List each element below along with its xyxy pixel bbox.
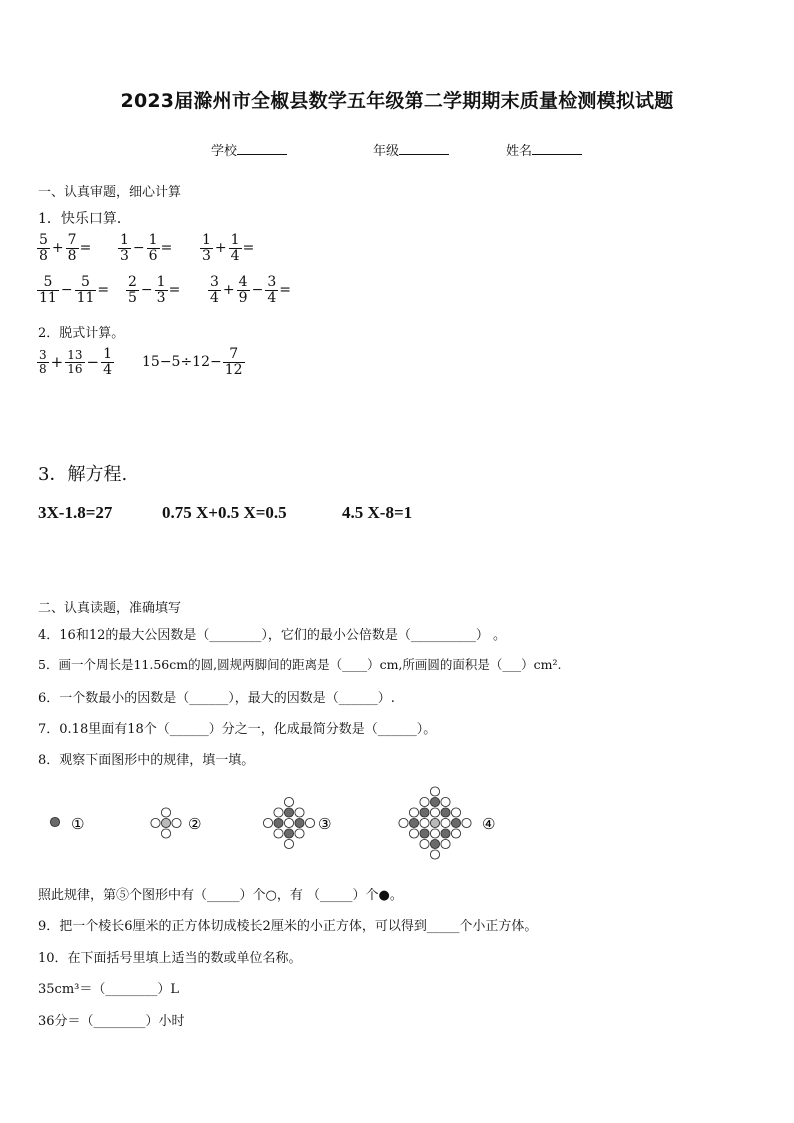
question-10-b: 36分＝（________）小时 [38, 1014, 185, 1029]
fraction: $\frac{3}{4}$ [267, 274, 277, 306]
q3-label: 3．解方程. [38, 464, 128, 485]
filled-dot [409, 818, 418, 827]
q1-item-1: $\frac{5}{8}$ + $\frac{7}{8}$ = [39, 232, 92, 264]
hollow-dot [420, 797, 429, 806]
hollow-dot [295, 808, 304, 817]
hollow-dot [420, 818, 429, 827]
filled-dot [430, 818, 439, 827]
filled-dot [430, 839, 439, 848]
question-7: 7．0.18里面有18个（______）分之一，化成最简分数是（______）。 [38, 722, 437, 737]
fraction: $\frac{1}{3}$ [156, 274, 166, 306]
question-5: 5．画一个周长是11.56cm的圆,圆规两脚间的距离是（____）cm,所画圆的面积是（___）cm². [38, 657, 562, 672]
fraction: $\frac{3}{4}$ [210, 274, 219, 306]
hollow-dot [305, 818, 314, 827]
q2-label: 2．脱式计算。 [38, 326, 125, 341]
pattern-label-1: ① [71, 815, 85, 833]
question-9: 9．把一个棱长6厘米的正方体切成棱长2厘米的小正方体，可以得到_____个小正方体。 [38, 919, 538, 934]
q2-expr-1: $\frac{3}{8}$ + $\frac{13}{16}$ − $\frac{1}{4}$ [39, 346, 112, 378]
fraction: $\frac{7}{12}$ [224, 346, 243, 378]
hollow-dot [430, 787, 439, 796]
hollow-dot [441, 839, 450, 848]
fraction: $\frac{13}{16}$ [67, 348, 83, 376]
fraction: $\frac{4}{9}$ [238, 274, 248, 306]
filled-dot [420, 808, 429, 817]
equation-1: 3X-1.8=27 [38, 503, 113, 522]
hollow-dot [409, 808, 418, 817]
filled-dot [441, 808, 450, 817]
dot-pattern-svg [0, 780, 794, 870]
hollow-dot [399, 818, 408, 827]
fraction: $\frac{5}{8}$ [39, 232, 48, 264]
dot-pattern-figure [0, 780, 794, 870]
hollow-dot [284, 818, 293, 827]
hollow-dot [284, 797, 293, 806]
pattern-label-3: ③ [318, 815, 332, 833]
fraction: $\frac{5}{11}$ [76, 274, 95, 306]
fraction: $\frac{1}{3}$ [120, 232, 129, 264]
q1-item-2: $\frac{1}{3}$ − $\frac{1}{6}$ = [120, 232, 173, 264]
fraction: $\frac{1}{3}$ [202, 232, 211, 264]
school-label: 学校 [211, 144, 238, 159]
pattern-label-2: ② [188, 815, 202, 833]
fraction: $\frac{7}{8}$ [67, 232, 77, 264]
section2-heading: 二、认真读题，准确填写 [38, 601, 182, 616]
filled-dot [451, 818, 460, 827]
hollow-dot [430, 829, 439, 838]
hollow-dot [430, 808, 439, 817]
filled-dot [284, 829, 293, 838]
hollow-dot [420, 839, 429, 848]
q1-item-6: $\frac{3}{4}$ + $\frac{4}{9}$ − $\frac{3}{4}$ = [210, 274, 291, 306]
filled-dot [430, 797, 439, 806]
filled-dot [50, 817, 59, 826]
hollow-dot [295, 829, 304, 838]
q2-expr-2: 15−5÷12− $\frac{7}{12}$ [142, 346, 243, 378]
hollow-dot [172, 818, 181, 827]
hollow-dot [284, 839, 293, 848]
filled-dot [295, 818, 304, 827]
question-4: 4．16和12的最大公因数是（________），它们的最小公倍数是（__________） 。 [38, 628, 506, 643]
filled-dot [420, 829, 429, 838]
filled-dot [274, 818, 283, 827]
q1-item-3: $\frac{1}{3}$ + $\frac{1}{4}$ = [202, 232, 255, 264]
grade-field[interactable] [373, 140, 449, 159]
filled-dot [284, 808, 293, 817]
question-10: 10．在下面括号里填上适当的数或单位名称。 [38, 951, 302, 966]
page-title: 2023届滁州市全椒县数学五年级第二学期期末质量检测模拟试题 [120, 90, 674, 112]
fraction: $\frac{1}{4}$ [230, 232, 240, 264]
hollow-dot [274, 829, 283, 838]
hollow-dot [451, 808, 460, 817]
hollow-dot [263, 818, 272, 827]
fraction: $\frac{1}{6}$ [148, 232, 158, 264]
q1-item-5: $\frac{2}{5}$ − $\frac{1}{3}$ = [128, 274, 181, 306]
q1-label: 1．快乐口算． [38, 211, 131, 227]
section1-heading: 一、认真审题，细心计算 [38, 185, 182, 200]
fraction: $\frac{5}{11}$ [39, 274, 57, 306]
hollow-dot [274, 808, 283, 817]
fraction: $\frac{3}{8}$ [39, 348, 47, 376]
q1-item-4: $\frac{5}{11}$ − $\frac{5}{11}$ = [39, 274, 110, 306]
filled-dot [441, 829, 450, 838]
question-8-follow: 照此规律，第⑤个图形中有（_____）个○，有 （_____）个●。 [38, 888, 403, 903]
filled-dot [161, 818, 170, 827]
school-field[interactable] [211, 140, 287, 159]
question-10-a: 35cm³＝（________）L [38, 982, 179, 997]
name-label: 姓名 [506, 144, 533, 159]
hollow-dot [441, 818, 450, 827]
equation-3: 4.5 X-8=1 [342, 503, 413, 522]
hollow-dot [462, 818, 471, 827]
hollow-dot [161, 808, 170, 817]
question-8: 8．观察下面图形中的规律，填一填。 [38, 753, 255, 768]
hollow-dot [451, 829, 460, 838]
hollow-dot [161, 829, 170, 838]
equation-2: 0.75 X+0.5 X=0.5 [162, 503, 287, 522]
hollow-dot [409, 829, 418, 838]
question-6: 6．一个数最小的因数是（______），最大的因数是（______）. [38, 691, 395, 706]
pattern-label-4: ④ [482, 815, 496, 833]
hollow-dot [441, 797, 450, 806]
grade-label: 年级 [373, 144, 400, 159]
fraction: $\frac{1}{4}$ [103, 346, 112, 378]
fraction: $\frac{2}{5}$ [128, 274, 137, 306]
name-field[interactable] [506, 140, 582, 159]
hollow-dot [151, 818, 160, 827]
hollow-dot [430, 850, 439, 859]
